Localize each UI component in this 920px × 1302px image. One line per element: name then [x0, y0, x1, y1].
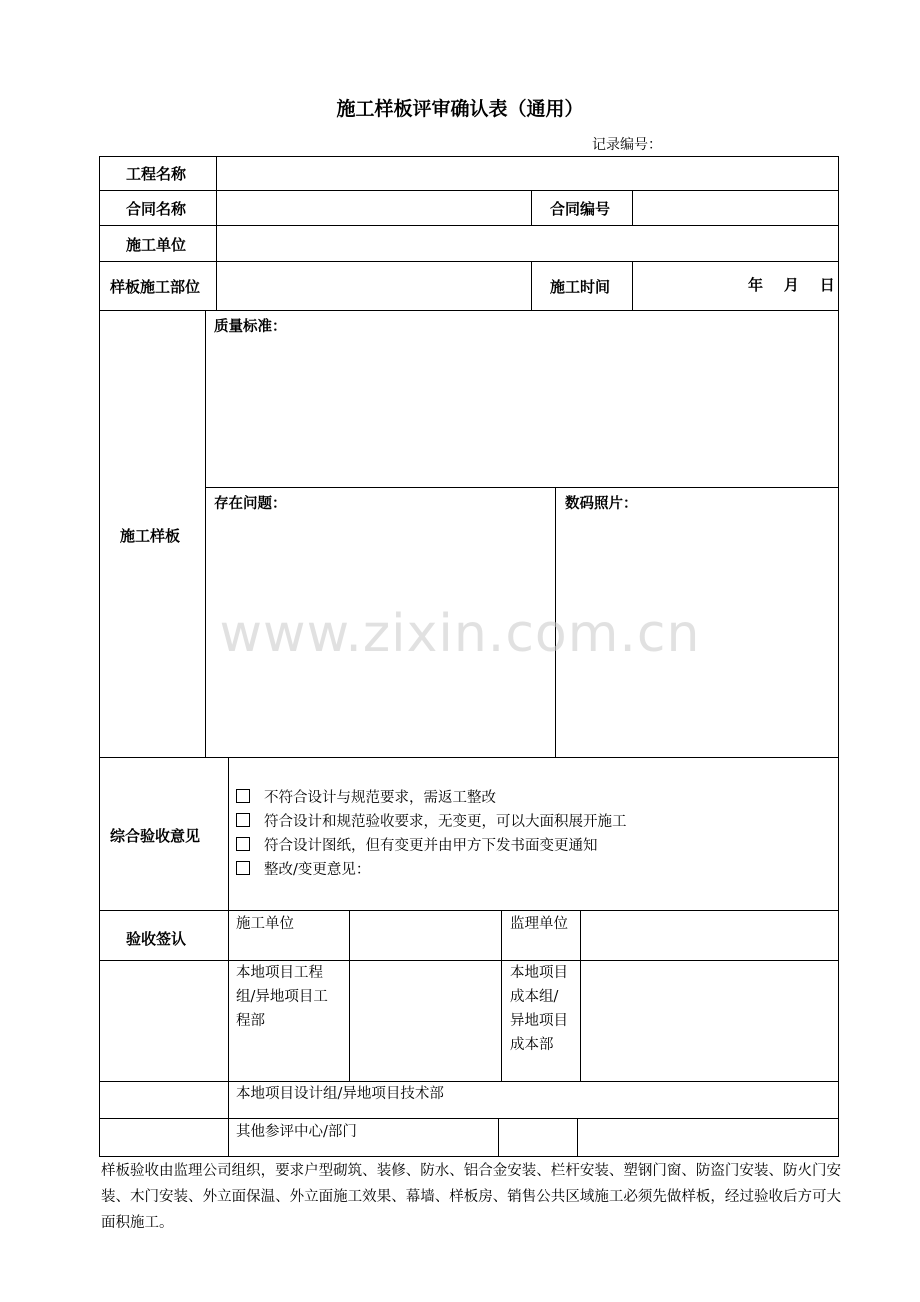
issues-label: 存在问题：: [214, 496, 287, 512]
watermark: www.zixin.com.cn: [219, 604, 701, 664]
checkbox-icon[interactable]: [236, 789, 250, 803]
opinion-label: 综合验收意见: [110, 827, 201, 845]
date-placeholder: 年 月 日: [748, 276, 835, 294]
signoff-design-tech: 本地项目设计组/异地项目技术部: [236, 1086, 444, 1102]
signoff-supervision-unit: 监理单位: [510, 916, 568, 932]
construction-unit-label: 施工单位: [126, 236, 187, 254]
opinion-option-approved[interactable]: 符合设计和规范验收要求，无变更，可以大面积展开施工: [236, 810, 627, 831]
signoff-construction-unit: 施工单位: [236, 916, 294, 932]
signoff-local-engineering: 本地项目工程组/异地项目工程部: [236, 965, 328, 1029]
signoff-local-cost: 本地项目成本组/异地项目成本部: [510, 965, 568, 1053]
sample-section-label: 施工样板: [120, 527, 181, 545]
quality-standard-label: 质量标准：: [214, 319, 287, 335]
opinion-option-rework[interactable]: 不符合设计与规范要求，需返工整改: [236, 786, 496, 807]
footer-note: 样板验收由监理公司组织，要求户型砌筑、装修、防水、铝合金安装、栏杆安装、塑钢门窗、防盗门安装、防火门安装、木门安装、外立面保温、外立面施工效果、幕墙、样板房、销售公共区域施工必须先做样板，经过验收后方可大面积施工。: [101, 1163, 841, 1231]
page-title: 施工样板评审确认表（通用）: [336, 98, 584, 120]
checkbox-icon[interactable]: [236, 861, 250, 875]
sample-location-label: 样板施工部位: [110, 278, 201, 296]
contract-name-label: 合同名称: [126, 200, 187, 218]
project-name-label: 工程名称: [126, 165, 187, 183]
opinion-option-with-changes[interactable]: 符合设计图纸，但有变更并由甲方下发书面变更通知: [236, 834, 598, 855]
record-number-label: 记录编号：: [592, 137, 662, 153]
signoff-other-dept: 其他参评中心/部门: [236, 1124, 357, 1140]
checkbox-icon[interactable]: [236, 837, 250, 851]
signoff-label: 验收签认: [126, 930, 187, 948]
contract-no-label: 合同编号: [550, 200, 611, 218]
checkbox-icon[interactable]: [236, 813, 250, 827]
construction-time-label: 施工时间: [550, 278, 611, 296]
opinion-option-rectification[interactable]: 整改/变更意见：: [236, 858, 370, 879]
photos-label: 数码照片：: [565, 496, 638, 512]
